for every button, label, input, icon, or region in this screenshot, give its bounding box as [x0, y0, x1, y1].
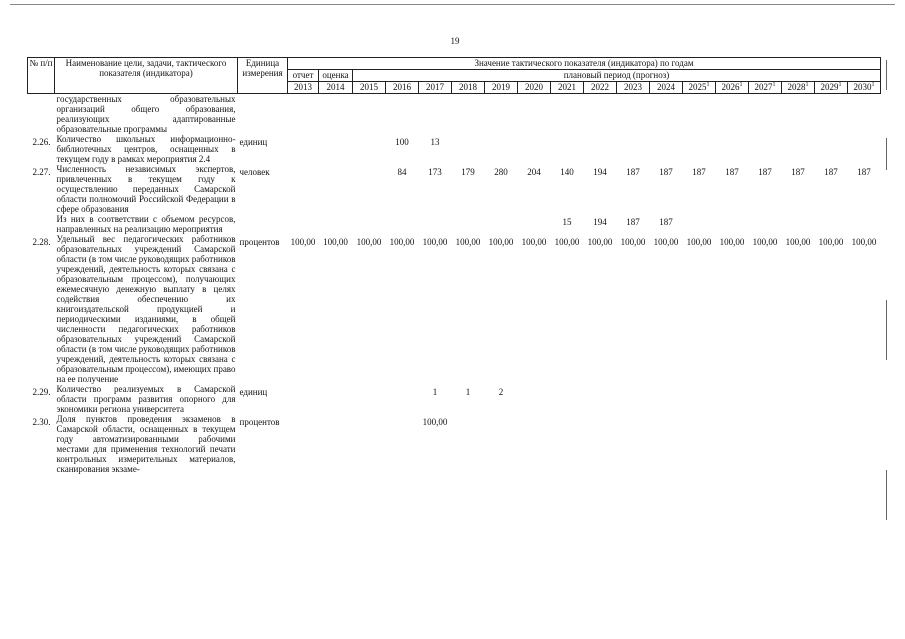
row-value	[848, 94, 881, 135]
header-name: Наименование цели, задачи, тактического показателя (индикатора)	[55, 58, 238, 94]
row-value: 15	[562, 217, 572, 227]
row-value	[319, 164, 353, 214]
row-name: Численность независимых экспертов, привлеченных в текущем году к осуществлению переданных Самарской области полномочий Российской Федерации в сфере образования	[56, 164, 236, 214]
row-value	[452, 214, 485, 234]
table-row	[28, 134, 881, 164]
row-value: 100,00	[488, 237, 514, 247]
row-name: Из них в соответствии с объемом ресурсов, направленных на реализацию мероприятия	[56, 214, 236, 234]
row-unit: человек	[239, 167, 270, 177]
year-label: 2014	[326, 82, 345, 92]
footnote-mark: 1	[706, 82, 710, 88]
row-value: 100,00	[752, 237, 778, 247]
table-row	[28, 94, 881, 135]
year-label: 2028	[787, 82, 806, 92]
year-label: 2015	[360, 82, 378, 92]
row-value	[518, 384, 551, 414]
header-year	[319, 82, 353, 94]
row-name: государственных образовательных организаций общего образования, реализующих адаптированные образовательные программы	[56, 94, 236, 134]
row-value: 100,00	[356, 237, 382, 247]
header-year	[551, 82, 584, 94]
header-year	[353, 82, 386, 94]
row-value: 194	[593, 217, 607, 227]
row-value	[782, 94, 815, 135]
row-value: 100	[395, 137, 409, 147]
row-value	[386, 414, 419, 474]
row-value	[617, 134, 650, 164]
row-value	[288, 134, 319, 164]
row-value	[650, 94, 683, 135]
row-value: 187	[791, 167, 805, 177]
row-value	[749, 384, 782, 414]
row-value	[386, 384, 419, 414]
row-value	[584, 384, 617, 414]
header-year	[815, 82, 848, 94]
row-value	[683, 384, 716, 414]
table-row	[28, 414, 881, 474]
year-label: 2018	[459, 82, 477, 92]
footnote-mark: 1	[739, 82, 743, 88]
page-number: 19	[450, 36, 460, 46]
row-value	[815, 384, 848, 414]
year-label: 2023	[624, 82, 642, 92]
row-value	[288, 384, 319, 414]
header-unit: Единица измерения	[238, 58, 288, 94]
margin-mark	[886, 300, 887, 360]
year-label: 2024	[657, 82, 675, 92]
row-value	[815, 134, 848, 164]
row-value	[782, 134, 815, 164]
row-number: 2.27.	[32, 167, 51, 177]
row-value: 100,00	[785, 237, 811, 247]
row-value	[452, 134, 485, 164]
row-number	[28, 214, 55, 234]
row-value	[617, 94, 650, 135]
row-value	[848, 134, 881, 164]
row-value: 100,00	[422, 417, 448, 427]
header-year	[716, 82, 749, 94]
row-value	[353, 164, 386, 214]
row-value	[815, 94, 848, 135]
row-value: 100,00	[653, 237, 679, 247]
row-value	[485, 134, 518, 164]
row-name: Количество школьных информационно-библиотечных центров, оснащенных в текущем году в рамках мероприятия 2.4	[56, 134, 236, 164]
row-unit: единиц	[239, 137, 268, 147]
row-value: 187	[626, 167, 640, 177]
year-label: 2026	[721, 82, 740, 92]
row-value: 1	[465, 387, 471, 397]
row-value: 84	[397, 167, 407, 177]
row-value: 173	[428, 167, 442, 177]
row-value	[815, 414, 848, 474]
row-value: 187	[659, 167, 673, 177]
row-value	[452, 414, 485, 474]
row-value: 100,00	[455, 237, 481, 247]
table-row	[28, 384, 881, 414]
row-value	[716, 414, 749, 474]
header-year	[782, 82, 815, 94]
row-value	[353, 214, 386, 234]
row-value: 100,00	[818, 237, 844, 247]
margin-mark	[886, 138, 887, 170]
row-value: 187	[626, 217, 640, 227]
row-value: 100,00	[587, 237, 613, 247]
margin-mark	[886, 60, 887, 90]
header-group: Значение тактического показателя (индикатора) по годам	[288, 58, 881, 70]
year-label: 2017	[426, 82, 444, 92]
header-year	[683, 82, 716, 94]
margin-mark	[886, 470, 887, 520]
row-unit: единиц	[239, 387, 268, 397]
row-value	[518, 134, 551, 164]
row-value	[353, 414, 386, 474]
row-name: Количество реализуемых в Самарской области программ развития опорного для экономики региона университета	[56, 384, 236, 414]
row-value: 194	[593, 167, 607, 177]
row-value	[288, 414, 319, 474]
row-value	[584, 414, 617, 474]
row-number	[28, 94, 55, 135]
row-value	[319, 414, 353, 474]
row-number: 2.29.	[32, 387, 51, 397]
header-report: отчет	[288, 70, 319, 82]
row-value: 187	[758, 167, 772, 177]
year-label: 2025	[688, 82, 707, 92]
row-name: Доля пунктов проведения экзаменов в Самарской области, оснащенных в текущем году автоматизированными рабочими местами для применения технологий печати контрольных измерительных материалов, сканирования экзаме-	[56, 414, 236, 474]
row-value	[353, 94, 386, 135]
header-estimate: оценка	[319, 70, 353, 82]
row-value	[319, 384, 353, 414]
row-value: 187	[725, 167, 739, 177]
table-row	[28, 164, 881, 214]
row-value: 100,00	[323, 237, 348, 247]
row-unit	[238, 94, 288, 135]
footnote-mark: 1	[838, 82, 842, 88]
row-value	[716, 384, 749, 414]
row-value: 140	[560, 167, 574, 177]
header-year	[288, 82, 319, 94]
row-value	[319, 214, 353, 234]
year-label: 2013	[294, 82, 312, 92]
row-value	[683, 214, 716, 234]
row-value	[288, 164, 319, 214]
top-rule	[10, 4, 895, 5]
footnote-mark: 1	[772, 82, 776, 88]
footnote-mark: 1	[871, 82, 875, 88]
row-value: 179	[461, 167, 475, 177]
year-label: 2016	[393, 82, 411, 92]
header-year	[749, 82, 782, 94]
row-value	[848, 414, 881, 474]
row-value: 100,00	[686, 237, 712, 247]
row-value: 1	[432, 387, 438, 397]
row-value	[650, 384, 683, 414]
row-value	[386, 94, 419, 135]
row-value	[518, 94, 551, 135]
row-value	[288, 214, 319, 234]
row-value	[518, 414, 551, 474]
row-value: 187	[692, 167, 706, 177]
row-unit: процентов	[239, 237, 280, 247]
row-value	[650, 414, 683, 474]
footnote-mark: 1	[805, 82, 809, 88]
row-value: 100,00	[620, 237, 646, 247]
header-num: № п/п	[28, 58, 55, 94]
row-value	[419, 94, 452, 135]
row-value: 204	[527, 167, 541, 177]
row-value: 100,00	[290, 237, 316, 247]
row-value	[716, 134, 749, 164]
row-value	[617, 384, 650, 414]
row-value	[650, 134, 683, 164]
row-value	[353, 134, 386, 164]
row-value: 187	[824, 167, 838, 177]
row-value	[749, 414, 782, 474]
year-label: 2022	[591, 82, 609, 92]
header-year	[584, 82, 617, 94]
row-value	[319, 94, 353, 135]
row-value	[319, 134, 353, 164]
row-value	[782, 414, 815, 474]
row-value	[485, 214, 518, 234]
row-value	[386, 214, 419, 234]
header-year	[386, 82, 419, 94]
row-value: 2	[498, 387, 504, 397]
row-value: 100,00	[521, 237, 547, 247]
header-planned: плановый период (прогноз)	[353, 70, 881, 82]
row-value	[782, 214, 815, 234]
header-year	[485, 82, 518, 94]
header-year	[617, 82, 650, 94]
row-name: Удельный вес педагогических работников образовательных учреждений Самарской области (в том числе руководящих работников учреждений, деятельность которых связана с образовательным процессом), получающих ежемесячную денежную выплату в целях содействия обеспечению их книгоиздательской продукцией и периодическими изданиями, в общей численности педагогических работников образовательных учреждений Самарской области (в том числе руководящих работников учреждений, деятельность которых связана с образовательным процессом), имеющих право на ее получение	[56, 234, 236, 384]
year-label: 2019	[492, 82, 510, 92]
row-unit: процентов	[239, 417, 280, 427]
row-value: 100,00	[851, 237, 877, 247]
row-value: 100,00	[719, 237, 745, 247]
row-value	[485, 414, 518, 474]
row-value	[716, 94, 749, 135]
row-value	[584, 94, 617, 135]
row-value	[551, 94, 584, 135]
header-year	[650, 82, 683, 94]
row-value: 187	[857, 167, 871, 177]
row-value	[288, 94, 319, 135]
row-value	[551, 384, 584, 414]
indicator-table	[27, 57, 881, 474]
row-value	[551, 414, 584, 474]
row-value: 13	[430, 137, 440, 147]
row-value	[452, 94, 485, 135]
row-value	[683, 134, 716, 164]
row-value	[848, 214, 881, 234]
row-value	[584, 134, 617, 164]
row-value	[683, 414, 716, 474]
row-value	[551, 134, 584, 164]
year-label: 2030	[853, 82, 872, 92]
row-value	[419, 214, 452, 234]
row-value	[782, 384, 815, 414]
header-year	[848, 82, 881, 94]
row-value	[485, 94, 518, 135]
row-value	[353, 384, 386, 414]
year-label: 2029	[820, 82, 839, 92]
row-value: 100,00	[422, 237, 448, 247]
header-year	[518, 82, 551, 94]
year-label: 2020	[525, 82, 543, 92]
row-value	[716, 214, 749, 234]
table-body	[28, 94, 881, 475]
row-value	[683, 94, 716, 135]
row-value	[749, 134, 782, 164]
row-unit	[238, 214, 288, 234]
row-value	[749, 94, 782, 135]
row-value	[749, 214, 782, 234]
year-label: 2027	[754, 82, 773, 92]
table-row	[28, 214, 881, 234]
row-value	[815, 214, 848, 234]
header-year	[452, 82, 485, 94]
row-value: 187	[659, 217, 673, 227]
table-row	[28, 234, 881, 384]
row-number: 2.30.	[32, 417, 51, 427]
row-number: 2.28.	[32, 237, 51, 247]
row-value: 100,00	[554, 237, 580, 247]
row-value	[617, 414, 650, 474]
row-value	[848, 384, 881, 414]
row-value	[518, 214, 551, 234]
row-value: 100,00	[389, 237, 415, 247]
header-year	[419, 82, 452, 94]
row-value: 280	[494, 167, 508, 177]
year-label: 2021	[558, 82, 576, 92]
row-number: 2.26.	[32, 137, 51, 147]
